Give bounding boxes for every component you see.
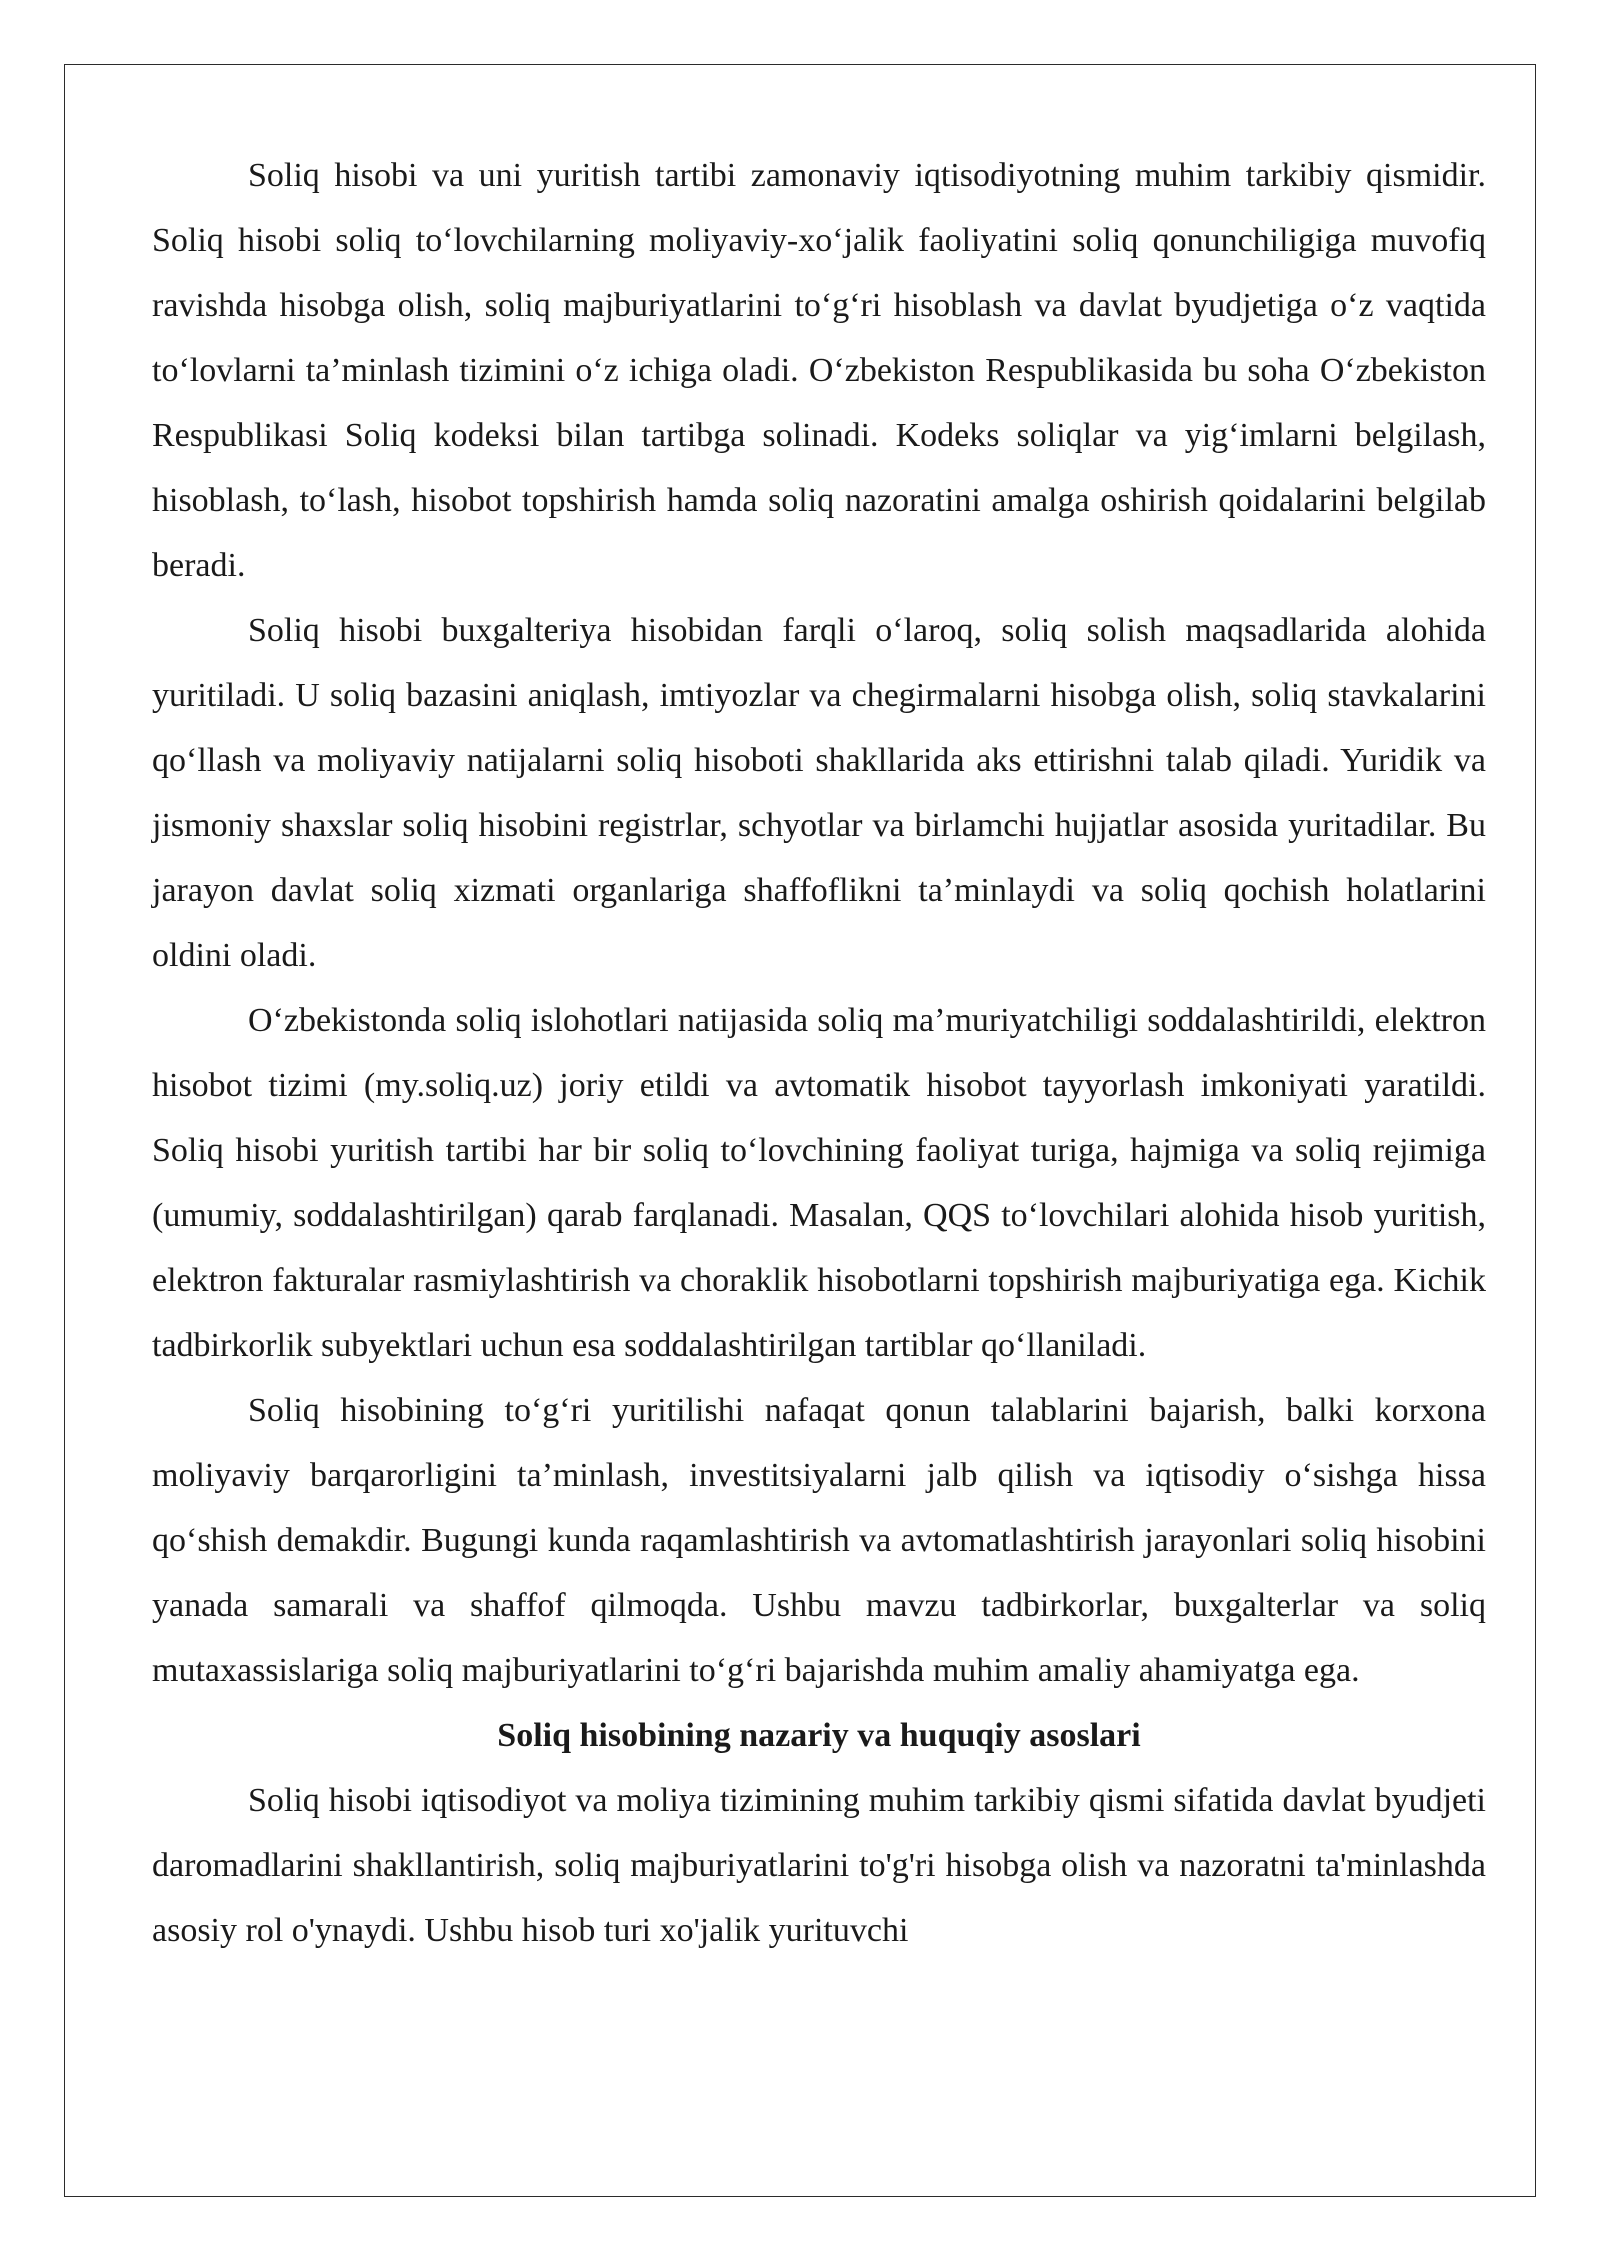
paragraph-intro-1: Soliq hisobi va uni yuritish tartibi zamonaviy iqtisodiyotning muhim tarkibiy qismidir. Soliq hisobi soliq to‘lovchilarning moliyaviy-xo‘jalik faoliyatini soliq qonunchiligiga muvofiq ravishda hisobga olish, soliq majburiyatlarini to‘g‘ri hisoblash va davlat byudjetiga o‘z vaqtida to‘lovlarni ta’minlash tizimini o‘z ichiga oladi. O‘zbekiston Respublikasida bu soha O‘zbekiston Respublikasi Soliq kodeksi bilan tartibga solinadi. Kodeks soliqlar va yig‘imlarni belgilash, hisoblash, to‘lash, hisobot topshirish hamda soliq nazoratini amalga oshirish qoidalarini belgilab beradi.	[152, 157, 1486, 584]
section-paragraph: Soliq hisobi iqtisodiyot va moliya tizimining muhim tarkibiy qismi sifatida davlat byudjeti daromadlarini shakllantirish, soliq majburiyatlarini to'g'ri hisobga olish va nazoratni ta'minlashda asosiy rol o'ynaydi. Ushbu hisob turi xo'jalik yurituvchi	[152, 1782, 1486, 1949]
section-heading: Soliq hisobining nazariy va huquqiy asoslari	[497, 1717, 1141, 1754]
paragraph-intro-4: Soliq hisobining to‘g‘ri yuritilishi nafaqat qonun talablarini bajarish, balki korxona moliyaviy barqarorligini ta’minlash, investitsiyalarni jalb qilish va iqtisodiy o‘sishga hissa qo‘shish demakdir. Bugungi kunda raqamlashtirish va avtomatlashtirish jarayonlari soliq hisobini yanada samarali va shaffof qilmoqda. Ushbu mavzu tadbirkorlar, buxgalterlar va soliq mutaxassislariga soliq majburiyatlarini to‘g‘ri bajarishda muhim amaliy ahamiyatga ega.	[152, 1392, 1486, 1689]
paragraph-intro-2: Soliq hisobi buxgalteriya hisobidan farqli o‘laroq, soliq solish maqsadlarida alohida yuritiladi. U soliq bazasini aniqlash, imtiyozlar va chegirmalarni hisobga olish, soliq stavkalarini qo‘llash va moliyaviy natijalarni soliq hisoboti shakllarida aks ettirishni talab qiladi. Yuridik va jismoniy shaxslar soliq hisobini registrlar, schyotlar va birlamchi hujjatlar asosida yuritadilar. Bu jarayon davlat soliq xizmati organlariga shaffoflikni ta’minlaydi va soliq qochish holatlarini oldini oladi.	[152, 612, 1486, 974]
document-body	[152, 143, 1486, 1963]
paragraph-intro-3: O‘zbekistonda soliq islohotlari natijasida soliq ma’muriyatchiligi soddalashtirildi, elektron hisobot tizimi (my.soliq.uz) joriy etildi va avtomatik hisobot tayyorlash imkoniyati yaratildi. Soliq hisobi yuritish tartibi har bir soliq to‘lovchining faoliyat turiga, hajmiga va soliq rejimiga (umumiy, soddalashtirilgan) qarab farqlanadi. Masalan, QQS to‘lovchilari alohida hisob yuritish, elektron fakturalar rasmiylashtirish va choraklik hisobotlarni topshirish majburiyatiga ega. Kichik tadbirkorlik subyektlari uchun esa soddalashtirilgan tartiblar qo‘llaniladi.	[152, 1002, 1486, 1364]
